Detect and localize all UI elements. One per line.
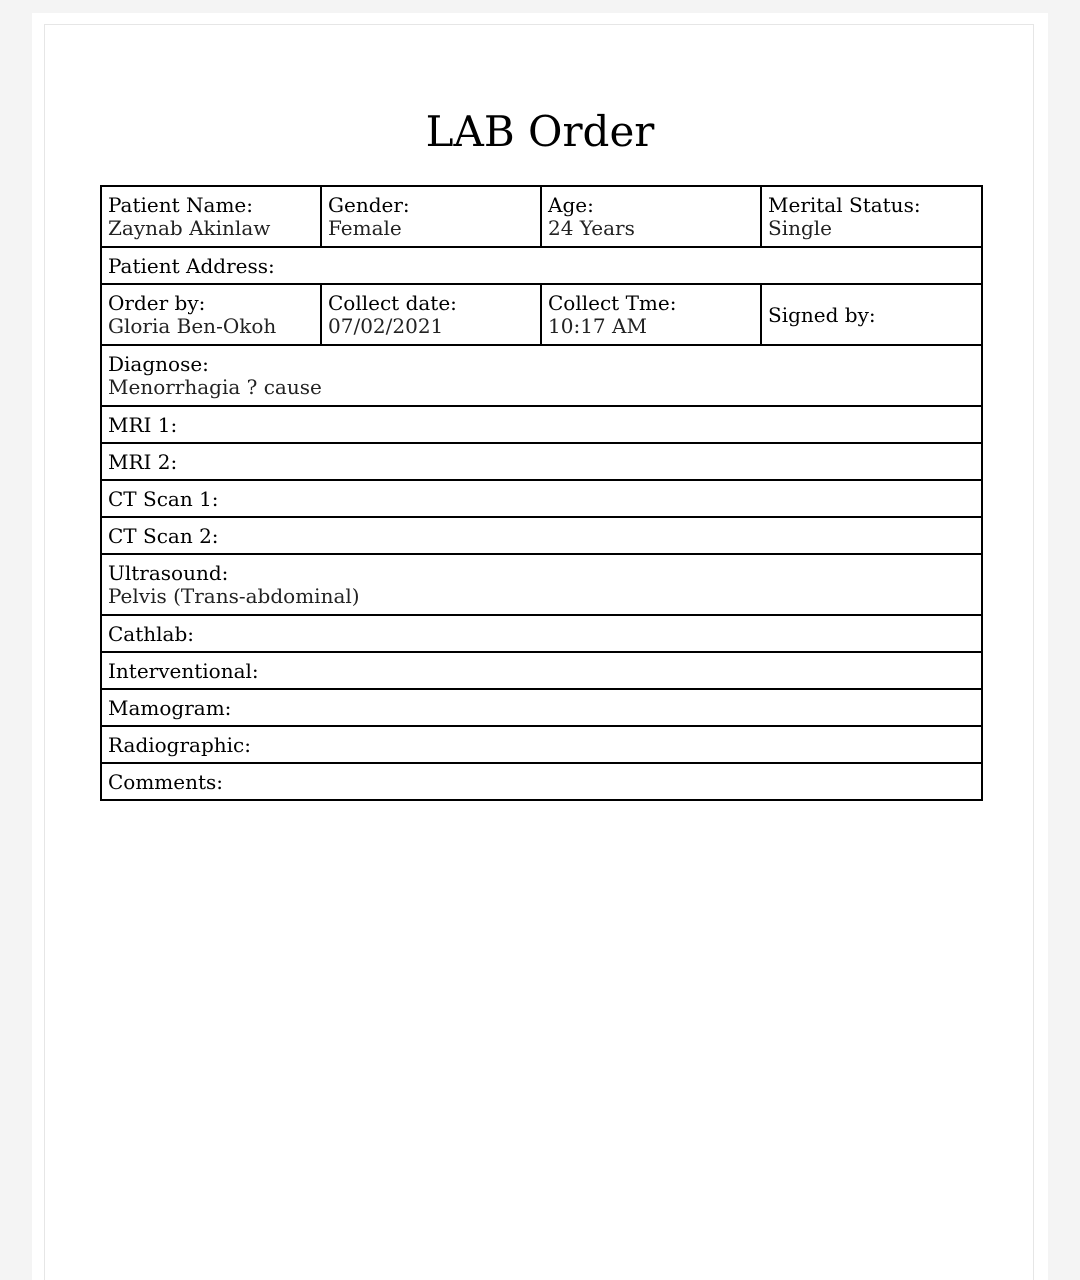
patient-info-row (101, 186, 982, 247)
patient-name-label: Patient Name: (108, 193, 253, 217)
mri-1-cell (101, 406, 982, 443)
ct-scan-1-cell (101, 480, 982, 517)
mri-1-label: MRI 1: (108, 412, 178, 437)
patient-name-cell (101, 186, 321, 247)
marital-status-cell (761, 186, 982, 247)
mri-2-label: MRI 2: (108, 449, 178, 474)
ct-scan-1-row (101, 480, 982, 517)
collect-time-cell (541, 284, 761, 345)
marital-status-label: Merital Status: (768, 193, 921, 217)
mamogram-cell (101, 689, 982, 726)
patient-address-cell (101, 247, 982, 284)
radiographic-label: Radiographic: (108, 732, 251, 757)
collect-date-label: Collect date: (328, 291, 457, 315)
ultrasound-row (101, 554, 982, 615)
gender-cell (321, 186, 541, 247)
ultrasound-label: Ultrasound: (108, 561, 229, 585)
mamogram-row (101, 689, 982, 726)
age-value: 24 Years (548, 216, 635, 240)
order-by-label: Order by: (108, 291, 206, 315)
radiographic-row (101, 726, 982, 763)
page-title: LAB Order (425, 107, 655, 156)
age-cell (541, 186, 761, 247)
collect-time-value: 10:17 AM (548, 314, 647, 338)
ultrasound-cell (101, 554, 982, 615)
comments-cell (101, 763, 982, 800)
age-label: Age: (548, 193, 594, 217)
lab-order-table (100, 185, 983, 801)
diagnosis-value: Menorrhagia ? cause (108, 375, 322, 399)
ct-scan-2-row (101, 517, 982, 554)
ultrasound-value: Pelvis (Trans-abdominal) (108, 584, 360, 608)
order-by-value: Gloria Ben-Okoh (108, 314, 277, 338)
diagnosis-label: Diagnose: (108, 352, 209, 376)
ct-scan-2-label: CT Scan 2: (108, 523, 219, 548)
mri-1-row (101, 406, 982, 443)
mri-2-row (101, 443, 982, 480)
mamogram-label: Mamogram: (108, 695, 232, 720)
signed-by-label: Signed by: (768, 302, 876, 327)
gender-label: Gender: (328, 193, 410, 217)
radiographic-cell (101, 726, 982, 763)
interventional-label: Interventional: (108, 658, 259, 683)
collect-date-value: 07/02/2021 (328, 314, 444, 338)
cathlab-cell (101, 615, 982, 652)
collect-time-label: Collect Tme: (548, 291, 677, 315)
diagnosis-cell (101, 345, 982, 406)
cathlab-label: Cathlab: (108, 621, 195, 646)
order-by-cell (101, 284, 321, 345)
ct-scan-2-cell (101, 517, 982, 554)
patient-name-value: Zaynab Akinlaw (108, 216, 271, 240)
collect-date-cell (321, 284, 541, 345)
mri-2-cell (101, 443, 982, 480)
interventional-row (101, 652, 982, 689)
marital-status-value: Single (768, 216, 833, 240)
gender-value: Female (328, 216, 402, 240)
signed-by-cell (761, 284, 982, 345)
comments-row (101, 763, 982, 800)
ct-scan-1-label: CT Scan 1: (108, 486, 219, 511)
order-info-row (101, 284, 982, 345)
diagnosis-row (101, 345, 982, 406)
patient-address-row (101, 247, 982, 284)
comments-label: Comments: (108, 769, 224, 794)
interventional-cell (101, 652, 982, 689)
patient-address-label: Patient Address: (108, 253, 275, 278)
cathlab-row (101, 615, 982, 652)
